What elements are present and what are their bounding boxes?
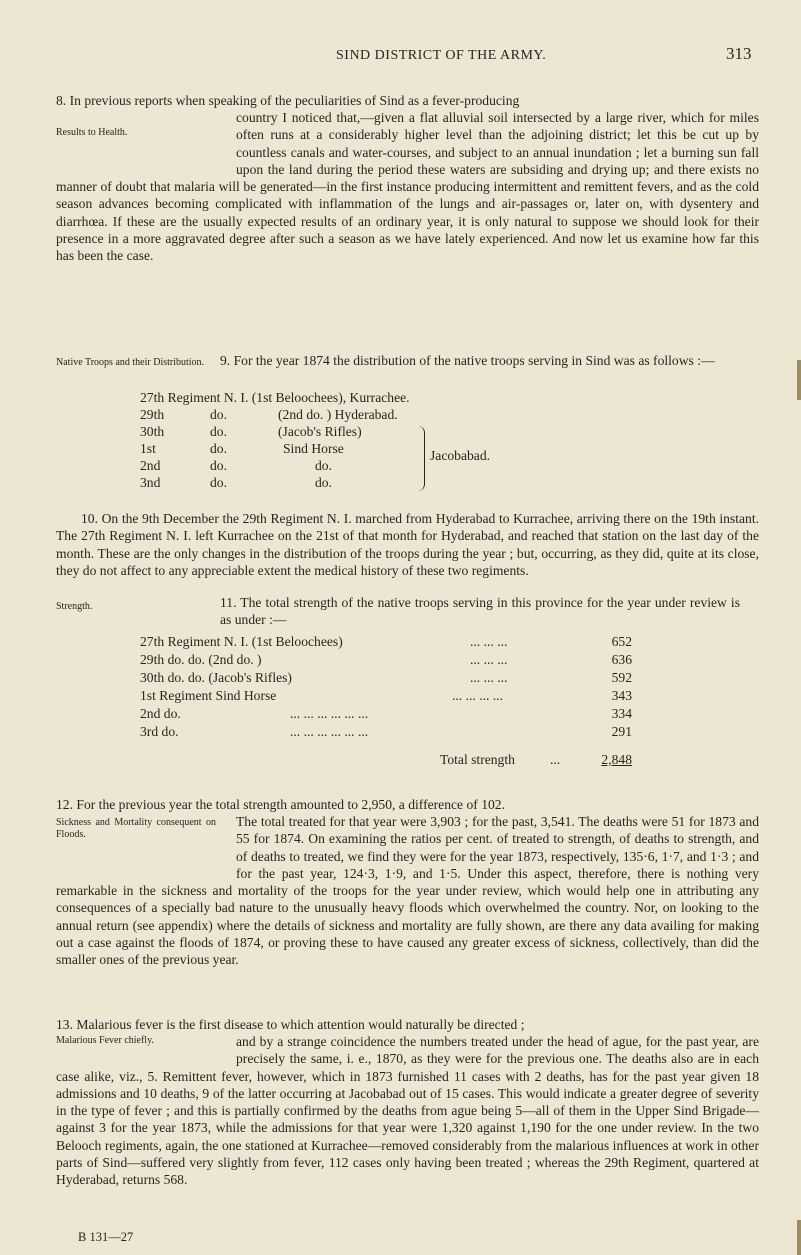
distribution-ditto: do.	[210, 441, 227, 456]
sidenote-results-to-health: Results to Health.	[56, 127, 128, 138]
strength-row	[140, 688, 640, 704]
strength-dots: ... ... ...	[470, 652, 508, 667]
strength-total-value: 2,848	[601, 752, 632, 767]
distribution-unit: 27th Regiment N. I.	[140, 390, 249, 405]
distribution-ditto: do.	[210, 424, 227, 439]
distribution-ditto: do.	[210, 475, 227, 490]
paragraph-13-text: and by a strange coincidence the numbers treated under the head of ague, for the past year, are precisely the same, i. e., 1870, as they were for the previous one. The deaths also are in each case alike, viz., 5. Remittent fever, however, which in 1873 furnished 11 cases with 2 deaths, has for the past year given 18 admissions and 10 deaths, 9 of the latter occurring at Jacobabad out of 15 cases. This would indicate a greater degree of severity in the type of fever ; and this is partially confirmed by the deaths from ague being 5—all of them in the Upper Sind Brigade—against 3 for the year 1873, while the admissions for that year were 1,320 against 1,190 for the one under review. In the two Belooch regiments, again, the one stationed at Kurrachee—removed considerably from the malarious influences at work in other parts of Sind—suffered very slightly from fever, 112 cases only having been treated ; whereas the 29th Regiment, quartered at Hyderabad, returns 568.	[56, 1034, 759, 1188]
sidenote-native-troops: Native Troops and their Distribution.	[56, 357, 205, 368]
distribution-desc: do.	[315, 458, 332, 473]
page-number: 313	[726, 44, 752, 63]
strength-value: 291	[611, 724, 632, 739]
strength-row	[140, 724, 640, 740]
page-edge-mark	[797, 1220, 801, 1255]
sidenote-malarious-fever: Malarious Fever chiefly.	[56, 1035, 154, 1046]
jacobabad-group	[140, 425, 491, 495]
strength-total-dots: ...	[550, 752, 561, 767]
paragraph-9: 9. For the year 1874 the distribution of the native troops serving in Sind was as follows :—	[220, 353, 715, 368]
strength-value: 343	[611, 688, 632, 703]
strength-label: 27th Regiment N. I. (1st Beloochees)	[140, 634, 343, 649]
strength-label: 2nd do.	[140, 706, 181, 721]
paragraph-10-text: 10. On the 9th December the 29th Regiment N. I. marched from Hyderabad to Kurrachee, arriving there on the 19th instant. The 27th Regiment N. I. left Kurrachee on the 21st of that month for Hyderabad, and reached that station on the last day of the month. These are the only changes in the distribution of the troops during the year ; but, occurring, as they did, quite at its close, they do not affect to any appreciable extent the medical history of these two regiments.	[56, 511, 759, 578]
strength-label: 3rd do.	[140, 724, 179, 739]
strength-value: 636	[611, 652, 632, 667]
paragraph-8-lead: 8. In previous reports when speaking of the peculiarities of Sind as a fever-producing	[56, 93, 520, 108]
running-title: SIND DISTRICT OF THE ARMY.	[336, 48, 547, 63]
strength-dots: ... ... ... ...	[452, 688, 503, 703]
strength-label: 1st Regiment Sind Horse	[140, 688, 277, 703]
strength-value: 652	[611, 634, 632, 649]
strength-label: 29th do. do. (2nd do. )	[140, 652, 262, 667]
distribution-unit: 2nd	[140, 458, 161, 473]
distribution-unit: 1st	[140, 441, 156, 456]
strength-row	[140, 670, 640, 686]
strength-row	[140, 706, 640, 722]
page-header	[0, 44, 801, 68]
strength-row	[140, 634, 640, 650]
strength-dots: ... ... ... ... ... ...	[290, 706, 369, 721]
page-edge-mark	[797, 360, 801, 400]
strength-dots: ... ... ...	[470, 670, 508, 685]
strength-dots: ... ... ...	[470, 634, 508, 649]
brace-label: Jacobabad.	[430, 448, 491, 463]
strength-value: 592	[611, 670, 632, 685]
distribution-desc: (1st Beloochees), Kurrachee.	[251, 390, 410, 405]
paragraph-8	[56, 109, 759, 265]
distribution-unit: 30th	[140, 424, 165, 439]
strength-value: 334	[611, 706, 632, 721]
paragraph-12-text: The total treated for that year were 3,903 ; for the past, 3,541. The deaths were 51 for 1873 and 55 for 1874. On examining the ratios per cent. of treated to strength, of deaths to strength, and of deaths to treated, we find they were for the year 1873, respectively, 135·6, 1·7, and 1·3 ; and for the past year, 124·3, 1·9, and 1·5. Under this aspect, therefore, there is nothing very remarkable in the sickness and mortality of the troops for the year under review, which would help one in attributing any consequences of a specially bad nature to the unusually heavy floods which overwhelmed the country. Nor, on looking to the annual return (see appendix) where the details of sickness and mortality are fully shown, are there any data availing for making out a case against the floods of 1874, or proving these to have caused any greater excess of sickness, collectively, than did the smaller ones of the previous year.	[56, 814, 759, 968]
paragraph-13-lead: 13. Malarious fever is the first disease to which attention would naturally be directed ;	[56, 1017, 525, 1032]
paragraph-13	[56, 1033, 759, 1189]
distribution-ditto: do.	[210, 407, 227, 422]
strength-dots: ... ... ... ... ... ...	[290, 724, 369, 739]
sidenote-sickness-floods: Sickness and Mortality consequent on Floods.	[56, 817, 216, 840]
paragraph-12	[56, 813, 759, 969]
paragraph-8-text: country I noticed that,—given a flat alluvial soil intersected by a large river, which for miles often runs at a considerably higher level than the adjoining district; let this be cut up by countless canals and water-courses, and subject to an annual inundation ; let a burning sun fall upon the land during the period these waters are subsiding and drying up; and there exists no manner of doubt that malaria will be generated—in the first instance producing intermittent and remittent fevers, and as the cold season advances becoming complicated with inflammation of the lungs and air-passages or, later on, with dysentery and diarrhœa. If these are the usually expected results of an ordinary year, it is only natural to suppose we should look for their presence in a more aggravated degree after such a season as we have lately experienced. And now let us examine how far this has been the case.	[56, 110, 759, 264]
strength-table	[140, 634, 640, 770]
distribution-desc: (Jacob's Rifles)	[278, 424, 362, 439]
paragraph-10	[56, 510, 759, 579]
distribution-row	[140, 390, 410, 406]
sidenote-strength: Strength.	[56, 601, 93, 612]
strength-row	[140, 652, 640, 668]
strength-label: 30th do. do. (Jacob's Rifles)	[140, 670, 292, 685]
distribution-desc: Sind Horse	[283, 441, 344, 456]
distribution-table	[140, 390, 660, 495]
distribution-unit: 3nd	[140, 475, 161, 490]
footer-code: B 131—27	[78, 1230, 134, 1244]
distribution-ditto: do.	[210, 458, 227, 473]
distribution-desc: (2nd do. ) Hyderabad.	[278, 407, 398, 422]
paragraph-12-lead: 12. For the previous year the total strength amounted to 2,950, a difference of 102.	[56, 797, 505, 812]
distribution-desc: do.	[315, 475, 332, 490]
distribution-unit: 29th	[140, 407, 165, 422]
strength-total-label: Total strength	[440, 752, 515, 767]
brace-mark	[418, 426, 425, 491]
paragraph-11: 11. The total strength of the native troops serving in this province for the year under review is as under :—	[220, 595, 740, 628]
